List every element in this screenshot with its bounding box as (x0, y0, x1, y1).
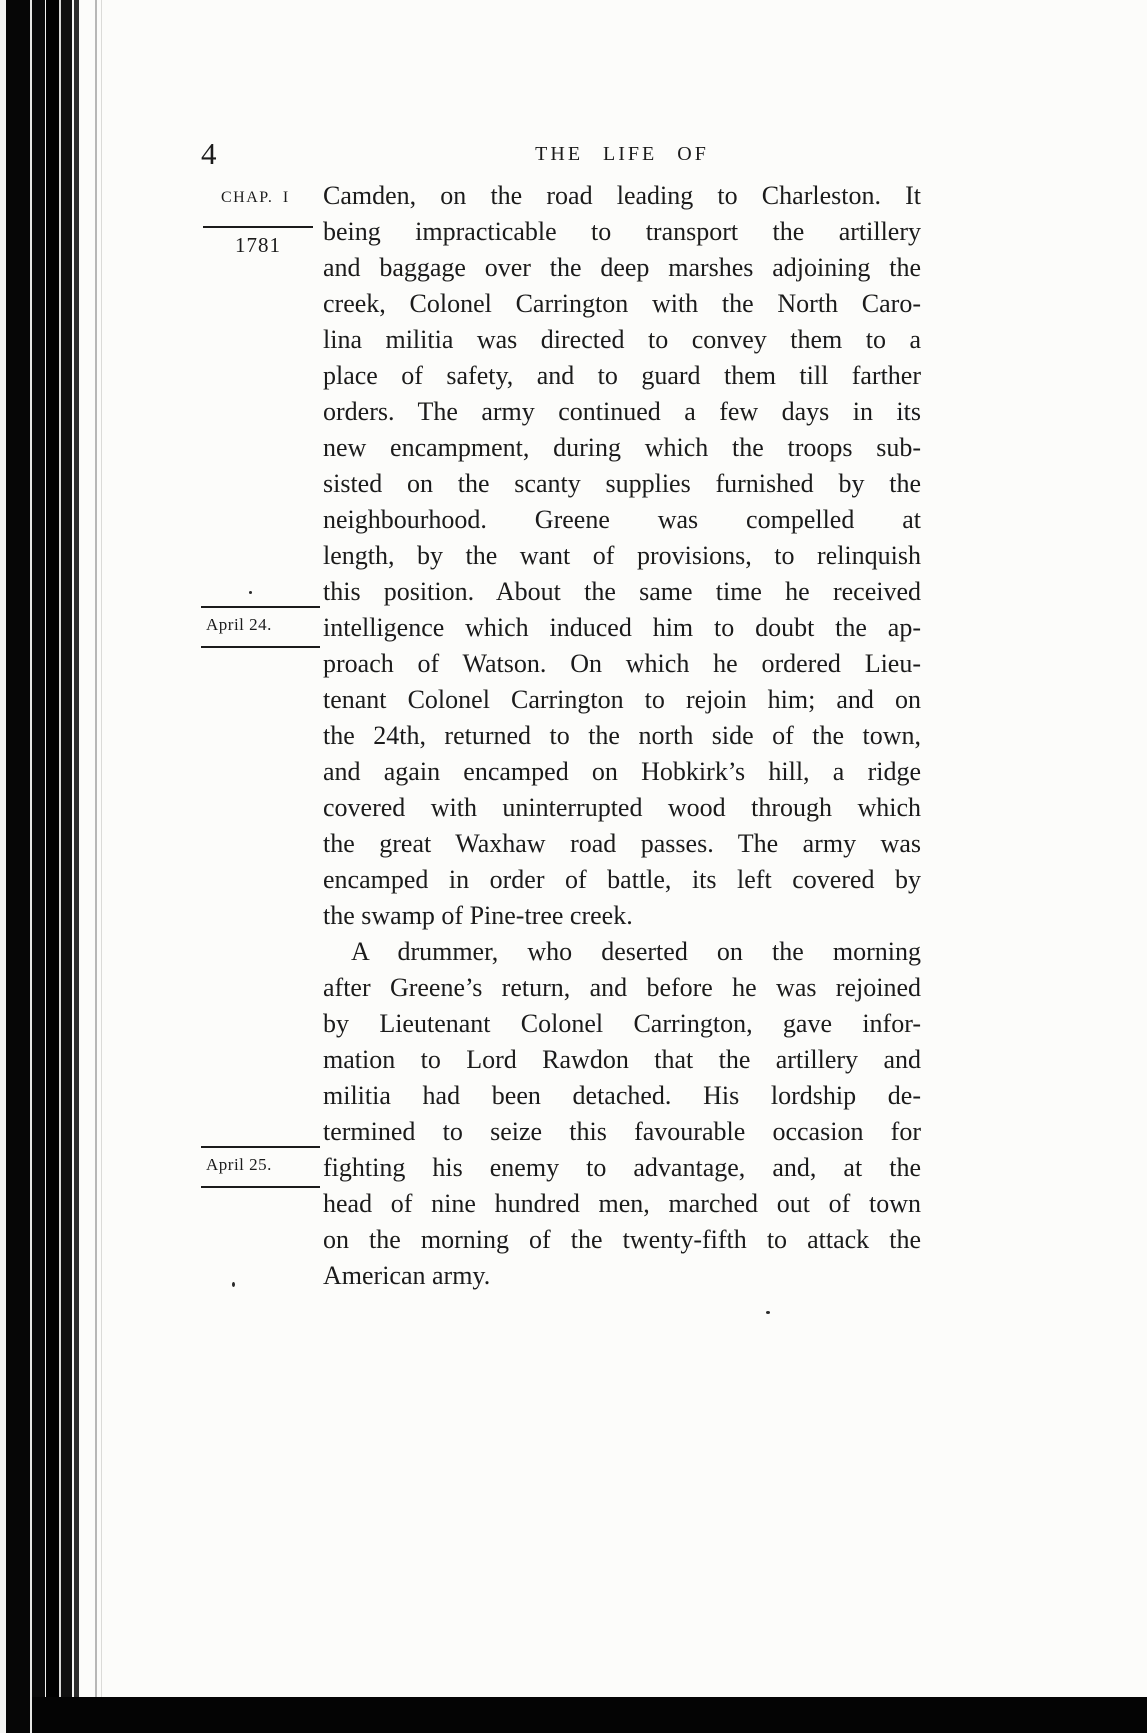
date-margin-note-april-24: April 24. (201, 606, 320, 648)
scan-bottom-artifact (32, 1697, 1147, 1733)
text-line: American army. (323, 1261, 491, 1290)
text-line: and baggage over the deep marshes adjoining the (323, 253, 921, 282)
text-line: lina militia was directed to convey them to a (323, 325, 921, 354)
text-line: mation to Lord Rawdon that the artillery and (323, 1045, 921, 1074)
scan-gutter-artifact (0, 0, 92, 1733)
text-line: tenant Colonel Carrington to rejoin him; and on (323, 685, 921, 714)
text-line: this position. About the same time he received (323, 577, 921, 606)
text-line: place of safety, and to guard them till farther (323, 361, 921, 390)
text-line: the great Waxhaw road passes. The army was (323, 829, 921, 858)
scan-speck (766, 1311, 770, 1314)
text-line: Camden, on the road leading to Charleston. It (323, 181, 921, 210)
text-line: head of nine hundred men, marched out of town (323, 1189, 921, 1218)
text-line: termined to seize this favourable occasion for (323, 1117, 921, 1146)
text-line: covered with uninterrupted wood through which (323, 793, 921, 822)
scan-edge-line (95, 0, 97, 1700)
page-number: 4 (201, 136, 217, 171)
text-line: A drummer, who deserted on the morning (351, 937, 921, 966)
text-line: on the morning of the twenty-fifth to attack the (323, 1225, 921, 1254)
text-line: encamped in order of battle, its left covered by (323, 865, 921, 894)
chapter-margin-note: CHAP. I (221, 189, 290, 206)
running-title: THE LIFE OF (535, 143, 709, 165)
page-body (323, 178, 921, 1294)
year-margin-note: 1781 (203, 226, 313, 258)
date-margin-note-april-25: April 25. (201, 1146, 320, 1188)
text-line: by Lieutenant Colonel Carrington, gave infor- (323, 1009, 921, 1038)
text-line: length, by the want of provisions, to relinquish (323, 541, 921, 570)
text-line: new encampment, during which the troops sub- (323, 433, 921, 462)
text-line: orders. The army continued a few days in its (323, 397, 921, 426)
text-line: after Greene’s return, and before he was rejoined (323, 973, 921, 1002)
text-line: the swamp of Pine-tree creek. (323, 901, 633, 930)
scan-speck (249, 591, 252, 594)
text-line: creek, Colonel Carrington with the North Caro- (323, 289, 921, 318)
scan-edge-line-2 (101, 0, 102, 1700)
text-line: the 24th, returned to the north side of the town, (323, 721, 921, 750)
text-line: intelligence which induced him to doubt the ap- (323, 613, 921, 642)
scan-speck (232, 1282, 235, 1287)
text-line: fighting his enemy to advantage, and, at the (323, 1153, 921, 1182)
text-line: militia had been detached. His lordship de- (323, 1081, 921, 1110)
text-line: and again encamped on Hobkirk’s hill, a ridge (323, 757, 921, 786)
text-line: sisted on the scanty supplies furnished by the (323, 469, 921, 498)
text-line: neighbourhood. Greene was compelled at (323, 505, 921, 534)
text-line: proach of Watson. On which he ordered Lieu- (323, 649, 921, 678)
text-line: being impracticable to transport the artillery (323, 217, 921, 246)
